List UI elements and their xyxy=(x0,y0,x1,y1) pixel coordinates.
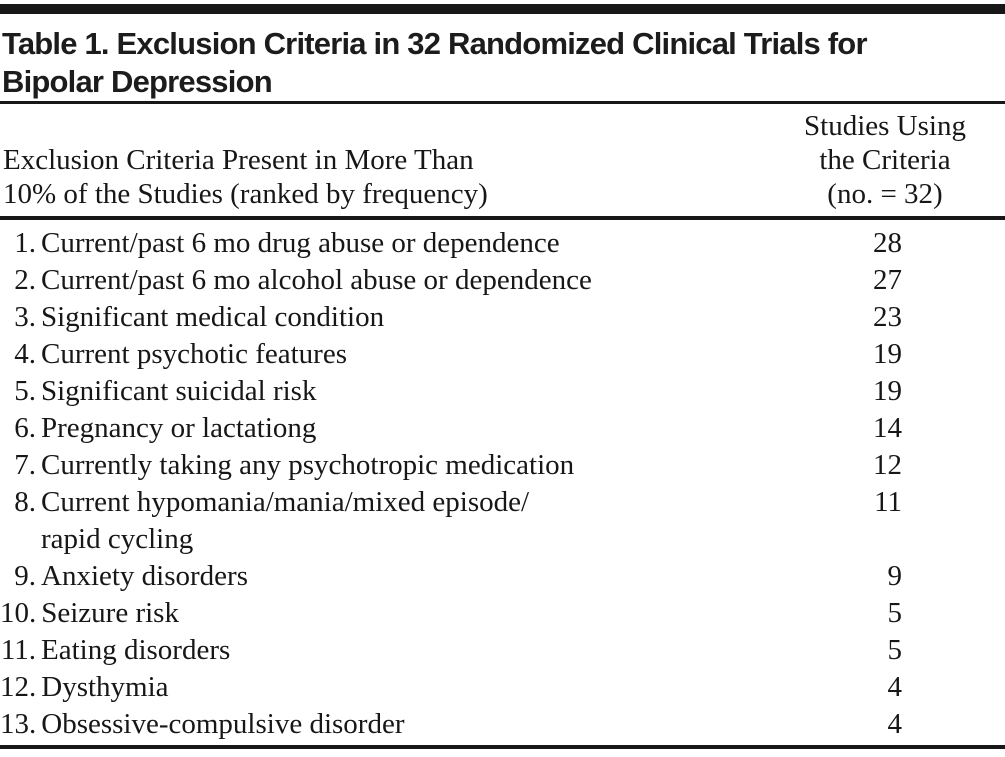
row-number: 3. xyxy=(14,301,36,333)
table-body xyxy=(0,220,1005,745)
row-criterion-text: Obsessive-compulsive disorder xyxy=(41,708,405,740)
table-row xyxy=(0,225,1005,262)
row-number: 9. xyxy=(14,560,36,592)
row-number: 7. xyxy=(14,449,36,481)
row-criterion-text: Dysthymia xyxy=(41,671,169,703)
row-study-count: 14 xyxy=(873,412,902,444)
row-study-count: 28 xyxy=(873,227,902,259)
row-criterion xyxy=(36,558,770,595)
count-header-line2: the Criteria xyxy=(819,144,951,176)
row-criterion-text: Current hypomania/mania/mixed episode/ xyxy=(41,486,530,518)
row-study-count: 12 xyxy=(873,449,902,481)
row-study-count: 23 xyxy=(873,301,902,333)
row-number: 1. xyxy=(14,227,36,259)
table-row xyxy=(0,299,1005,336)
row-criterion-text: Eating disorders xyxy=(41,634,231,666)
criteria-header-line1: Exclusion Criteria Present in More Than xyxy=(3,144,474,176)
table-row xyxy=(0,558,1005,595)
row-criterion xyxy=(36,299,770,336)
row-criterion xyxy=(36,595,770,632)
row-number: 5. xyxy=(14,375,36,407)
table-row xyxy=(0,410,1005,447)
row-number: 12. xyxy=(0,671,37,703)
table-row xyxy=(0,595,1005,632)
criteria-header-line2: 10% of the Studies (ranked by frequency) xyxy=(3,178,488,210)
row-study-count: 4 xyxy=(887,708,902,740)
table-row xyxy=(0,669,1005,706)
row-study-count: 19 xyxy=(873,338,902,370)
row-criterion-text-line2: rapid cycling xyxy=(41,523,194,555)
row-criterion xyxy=(36,336,770,373)
table-title-line2: Bipolar Depression xyxy=(2,64,272,99)
row-study-count: 27 xyxy=(873,264,902,296)
row-criterion-text: Significant medical condition xyxy=(41,301,385,333)
row-study-count: 19 xyxy=(873,375,902,407)
top-thick-rule xyxy=(0,4,1005,14)
table-header-row xyxy=(0,104,1005,216)
count-column-header xyxy=(765,109,1005,211)
table-row xyxy=(0,484,1005,558)
row-study-count: 4 xyxy=(887,671,902,703)
row-study-count: 5 xyxy=(887,597,902,629)
row-number: 8. xyxy=(14,486,36,518)
table-row xyxy=(0,632,1005,669)
row-criterion-text: Pregnancy or lactationg xyxy=(41,412,317,444)
row-criterion-text: Seizure risk xyxy=(41,597,179,629)
bottom-rule xyxy=(0,745,1005,749)
row-number: 2. xyxy=(14,264,36,296)
table-title xyxy=(2,25,1005,101)
row-criterion xyxy=(36,410,770,447)
row-criterion xyxy=(36,262,770,299)
row-criterion xyxy=(36,225,770,262)
table-row xyxy=(0,336,1005,373)
row-criterion xyxy=(36,632,770,669)
row-criterion-text: Current psychotic features xyxy=(41,338,348,370)
row-number: 13. xyxy=(0,708,37,740)
row-criterion xyxy=(36,484,770,558)
table-row xyxy=(0,373,1005,410)
criteria-column-header xyxy=(0,143,765,211)
row-study-count: 5 xyxy=(887,634,902,666)
row-number: 10. xyxy=(0,597,37,629)
row-criterion-text: Currently taking any psychotropic medication xyxy=(41,449,575,481)
row-criterion-text: Current/past 6 mo drug abuse or dependence xyxy=(41,227,560,259)
count-header-line3: (no. = 32) xyxy=(827,178,943,210)
row-criterion xyxy=(36,447,770,484)
row-number: 6. xyxy=(14,412,36,444)
table-row xyxy=(0,706,1005,743)
row-criterion-text: Current/past 6 mo alcohol abuse or dependence xyxy=(41,264,592,296)
row-criterion xyxy=(36,706,770,743)
table-row xyxy=(0,262,1005,299)
row-number: 4. xyxy=(14,338,36,370)
count-header-line1: Studies Using xyxy=(804,110,966,142)
row-criterion xyxy=(36,669,770,706)
row-criterion xyxy=(36,373,770,410)
table-row xyxy=(0,447,1005,484)
row-number: 11. xyxy=(0,634,36,666)
row-study-count: 11 xyxy=(874,486,902,518)
row-study-count: 9 xyxy=(887,560,902,592)
table-title-line1: Table 1. Exclusion Criteria in 32 Randomized Clinical Trials for xyxy=(2,26,867,61)
row-criterion-text: Anxiety disorders xyxy=(41,560,248,592)
row-criterion-text: Significant suicidal risk xyxy=(41,375,317,407)
